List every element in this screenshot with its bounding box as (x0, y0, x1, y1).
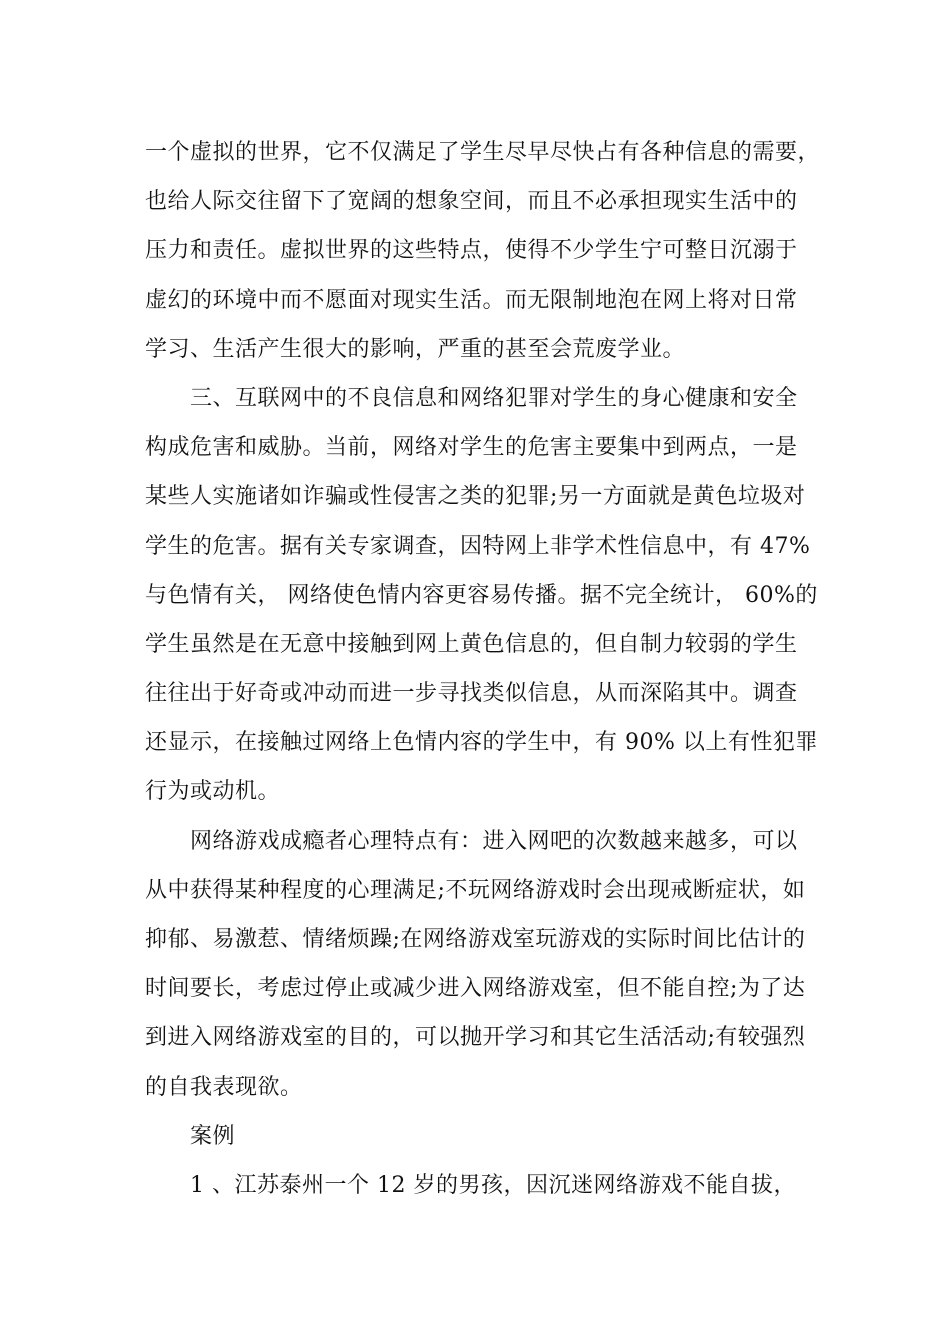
text-line: 的自我表现欲。 (145, 1074, 303, 1100)
text-line: 学习、生活产生很大的影响，严重的甚至会荒废学业。 (145, 336, 686, 362)
text-line: 时间要长，考虑过停止或减少进入网络游戏室，但不能自控;为了达 (145, 976, 806, 1002)
text-line: 压力和责任。虚拟世界的这些特点，使得不少学生宁可整日沉溺于 (145, 238, 798, 264)
text-line: 某些人实施诸如诈骗或性侵害之类的犯罪;另一方面就是黄色垃圾对 (145, 484, 806, 510)
text-line: 到进入网络游戏室的目的，可以抛开学习和其它生活活动;有较强烈 (145, 1025, 806, 1051)
text-line: 学生的危害。据有关专家调查，因特网上非学术性信息中，有 47% (145, 533, 811, 559)
text-line: 构成危害和威胁。当前，网络对学生的危害主要集中到两点，一是 (145, 435, 798, 461)
paragraph-start-line: 三、互联网中的不良信息和网络犯罪对学生的身心健康和安全 (190, 385, 798, 411)
case-item-line: 1 、江苏泰州一个 12 岁的男孩，因沉迷网络游戏不能自拔， (190, 1172, 796, 1198)
text-line: 虚幻的环境中而不愿面对现实生活。而无限制地泡在网上将对日常 (145, 287, 798, 313)
text-line: 也给人际交往留下了宽阔的想象空间，而且不必承担现实生活中的 (145, 189, 798, 215)
text-line: 往往出于好奇或冲动而进一步寻找类似信息，从而深陷其中。调查 (145, 681, 798, 707)
paragraph-start-line: 网络游戏成瘾者心理特点有：进入网吧的次数越来越多，可以 (190, 828, 798, 854)
text-line: 从中获得某种程度的心理满足;不玩网络游戏时会出现戒断症状，如 (145, 877, 806, 903)
section-heading: 案例 (190, 1123, 236, 1149)
text-line: 还显示，在接触过网络上色情内容的学生中，有 90% 以上有性犯罪 (145, 730, 818, 756)
text-line: 抑郁、易激惹、情绪烦躁;在网络游戏室玩游戏的实际时间比估计的 (145, 927, 806, 952)
text-line: 一个虚拟的世界，它不仅满足了学生尽早尽快占有各种信息的需要， (145, 140, 821, 165)
text-line: 行为或动机。 (145, 779, 281, 805)
text-line: 学生虽然是在无意中接触到网上黄色信息的，但自制力较弱的学生 (145, 631, 798, 657)
text-line: 与色情有关， 网络使色情内容更容易传播。据不完全统计， 60%的 (145, 582, 818, 608)
document-body (145, 128, 821, 1210)
